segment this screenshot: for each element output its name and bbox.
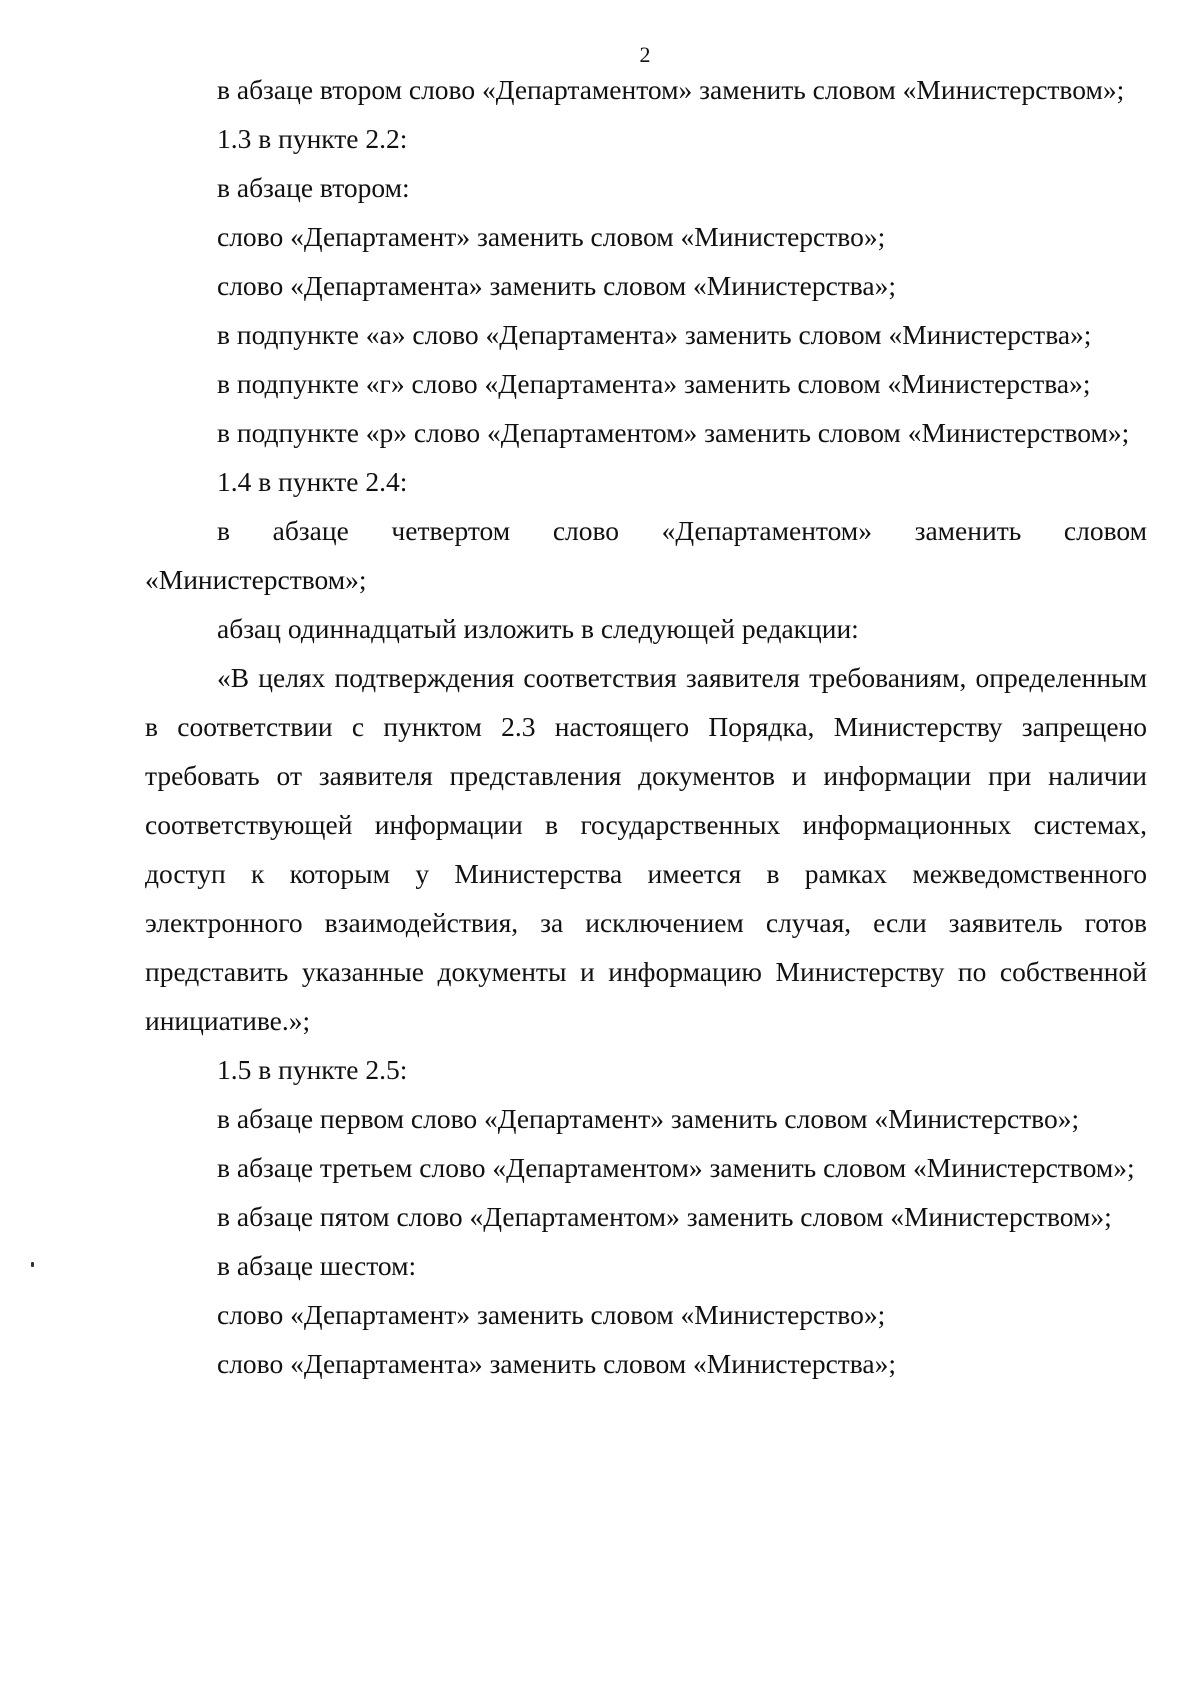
paragraph-15: в абзаце третьем слово «Департаментом» заменить словом «Министерством»;: [217, 1152, 1135, 1183]
paragraph-12: «В целях подтверждения соответствия заявителя требованиям, определенным в соответствии с пунктом 2.3 настоящего Порядка, Министерству запрещено требовать от заявителя представления документов и информации при наличии соответствующей информации в государственных информационных системах, доступ к которым у Министерства имеется в рамках межведомственного электронного взаимодействия, за исключением случая, если заявитель готов представить указанные документы и информацию Министерству по собственной инициативе.»;: [145, 662, 1147, 1036]
paragraph-11: абзац одиннадцатый изложить в следующей редакции:: [217, 613, 859, 644]
paragraph-8: в подпункте «р» слово «Департаментом» заменить словом «Министерством»;: [217, 417, 1130, 448]
paragraph-19: слово «Департамента» заменить словом «Министерства»;: [217, 1348, 897, 1379]
page-number: 2: [639, 42, 651, 67]
paragraph-18: слово «Департамент» заменить словом «Министерство»;: [217, 1299, 886, 1330]
paragraph-3: в абзаце втором:: [217, 172, 410, 203]
paragraph-13: 1.5 в пункте 2.5:: [217, 1054, 408, 1085]
paragraph-6: в подпункте «а» слово «Департамента» заменить словом «Министерства»;: [217, 319, 1092, 350]
paragraph-9: 1.4 в пункте 2.4:: [217, 466, 408, 497]
paragraph-10: в абзаце четвертом слово «Департаментом» заменить словом «Министерством»;: [145, 515, 1147, 595]
paragraph-17: в абзаце шестом:: [217, 1250, 417, 1281]
paragraph-1: в абзаце втором слово «Департаментом» заменить словом «Министерством»;: [217, 74, 1125, 105]
paragraph-16: в абзаце пятом слово «Департаментом» заменить словом «Министерством»;: [217, 1201, 1112, 1232]
paragraph-7: в подпункте «г» слово «Департамента» заменить словом «Министерства»;: [217, 368, 1091, 399]
paragraph-14: в абзаце первом слово «Департамент» заменить словом «Министерство»;: [217, 1103, 1080, 1134]
document-body: [145, 65, 1147, 1388]
paragraph-4: слово «Департамент» заменить словом «Министерство»;: [217, 221, 886, 252]
scan-speck: [31, 1262, 34, 1267]
paragraph-5: слово «Департамента» заменить словом «Министерства»;: [217, 270, 897, 301]
paragraph-2: 1.3 в пункте 2.2:: [217, 123, 408, 154]
